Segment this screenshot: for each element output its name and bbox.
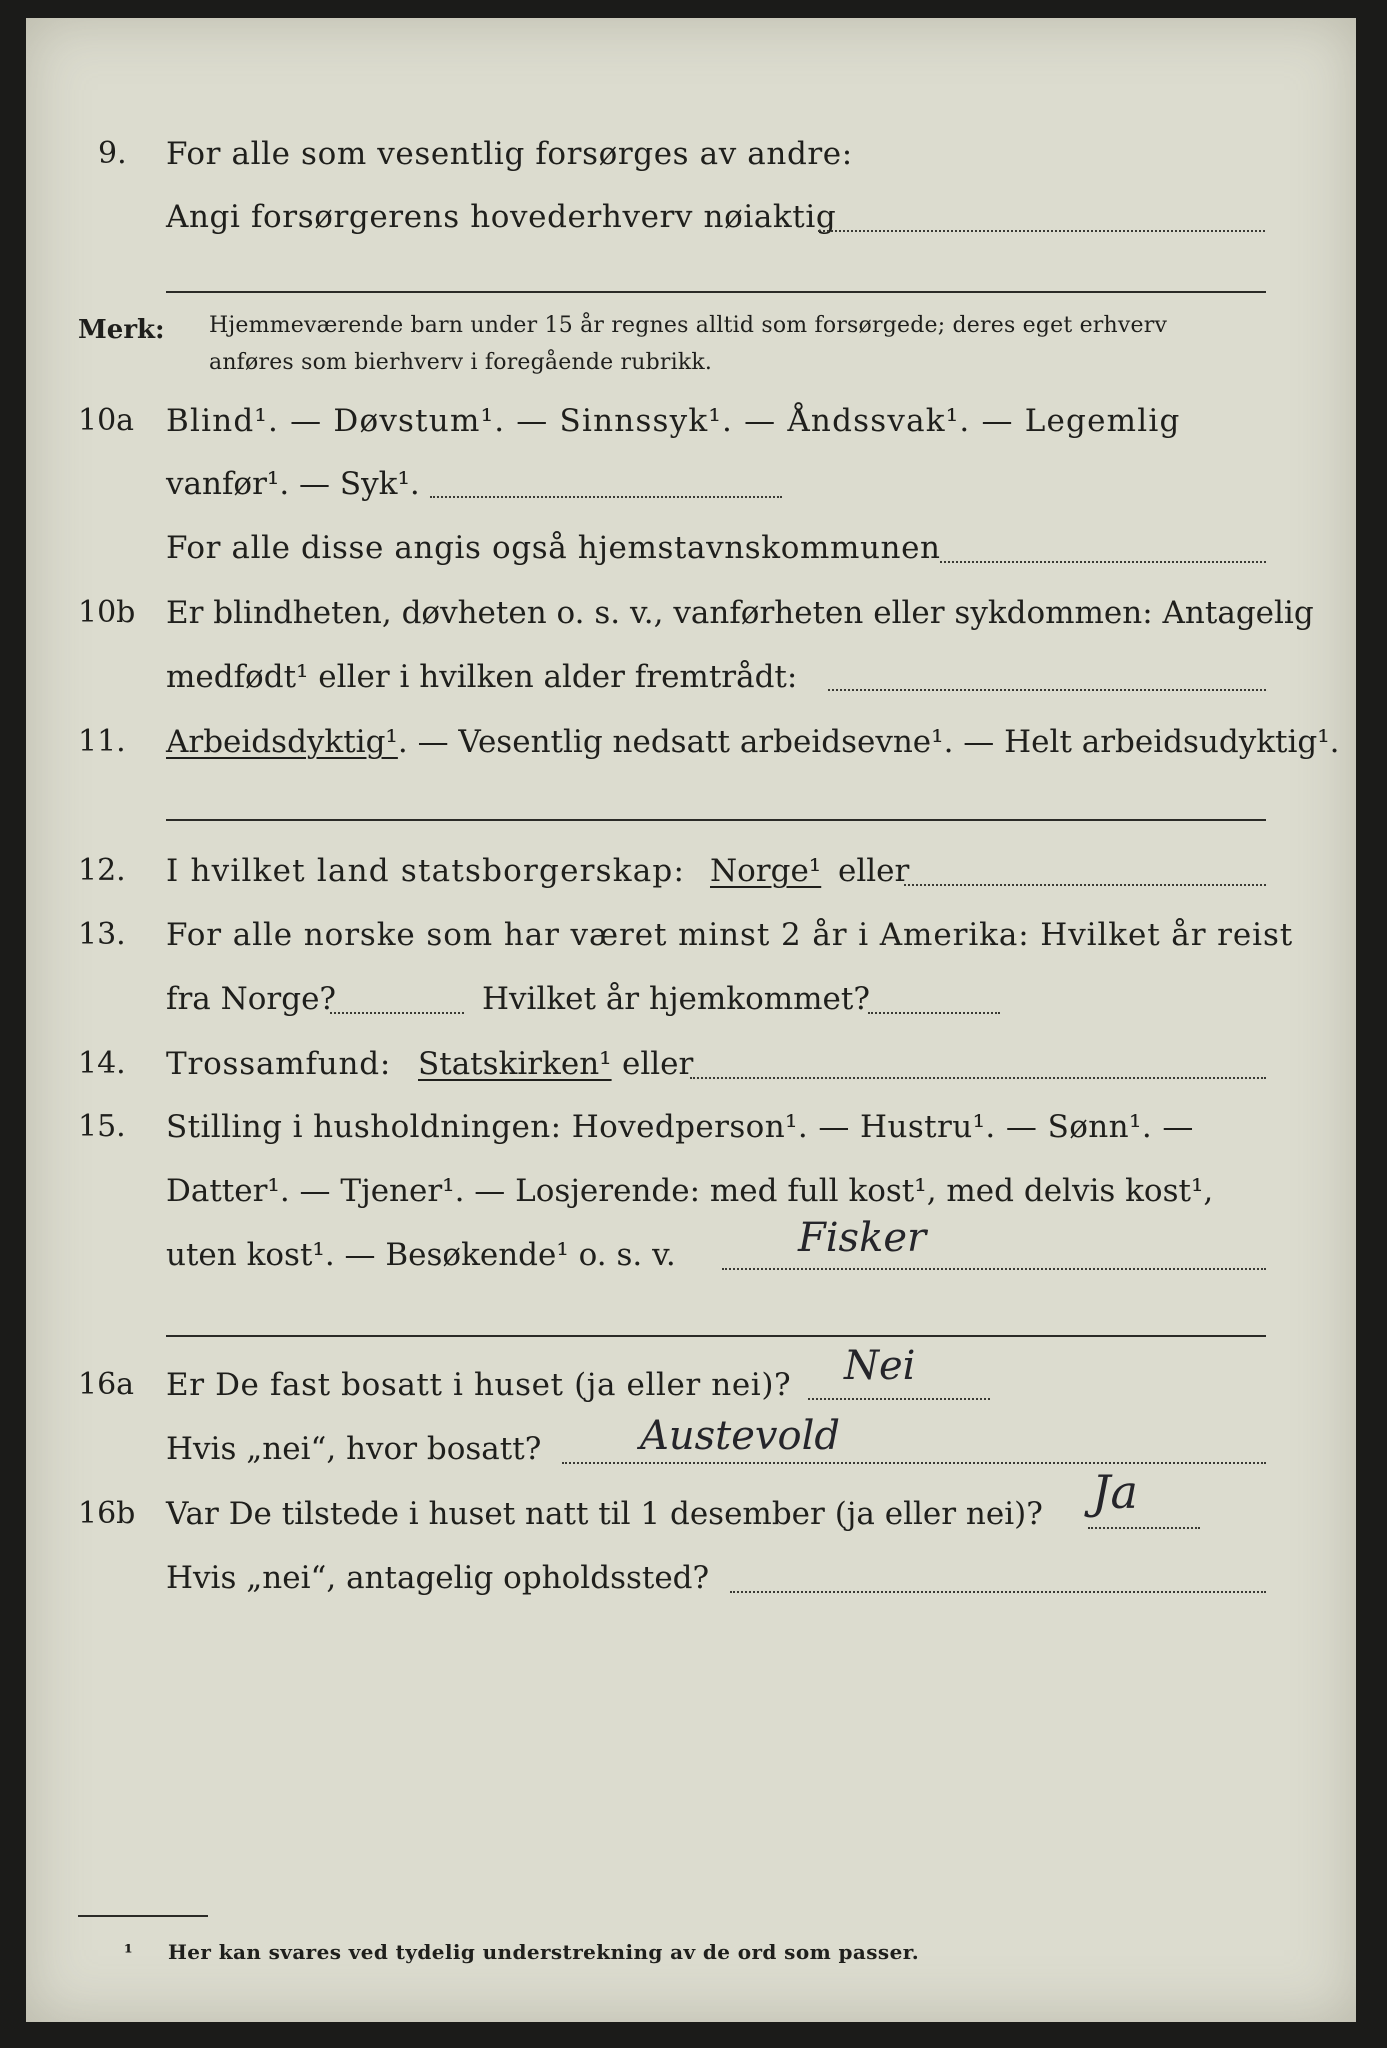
q16a-bosatt-answer-line[interactable] [562, 1462, 1266, 1464]
merk-label: Merk: [78, 315, 165, 345]
q14-number: 14. [78, 1046, 126, 1081]
q13-reist-answer-line[interactable] [330, 1012, 464, 1014]
q14-option-statskirken[interactable]: Statskirken¹ [418, 1046, 612, 1082]
q13-line1: For alle norske som har været minst 2 år i Amerika: Hvilket år reist [166, 917, 1294, 953]
q11-number: 11. [78, 724, 126, 759]
q16b-handwritten-answer1: Ja [1092, 1465, 1138, 1519]
q10a-number: 10a [78, 403, 135, 438]
q10a-line1: Blind¹. — Døvstum¹. — Sinnssyk¹. — Åndssvak¹. — Legemlig [166, 403, 1181, 439]
q16b-number: 16b [78, 1496, 136, 1531]
q16b-line1: Var De tilstede i huset natt til 1 desember (ja eller nei)? [166, 1496, 1043, 1532]
q9-answer-line-2[interactable] [166, 291, 1266, 293]
q9-number: 9. [98, 136, 127, 171]
q12-pre: I hvilket land statsborgerskap: [166, 853, 686, 889]
q12-answer-line[interactable] [904, 884, 1266, 886]
q12-number: 12. [78, 853, 126, 888]
q10b-answer-line[interactable] [828, 689, 1266, 691]
q12-post: eller [838, 853, 910, 889]
q10b-number: 10b [78, 595, 136, 630]
q9-answer-line[interactable] [818, 230, 1265, 232]
q15-answer-line[interactable] [722, 1268, 1266, 1270]
footnote-separator [78, 1915, 208, 1917]
q16b-opholdssted-answer-line[interactable] [730, 1591, 1266, 1593]
q14-answer-line[interactable] [690, 1077, 1266, 1079]
q10a-line2: vanfør¹. — Syk¹. [166, 466, 420, 502]
q16a-line2: Hvis „nei“, hvor bosatt? [166, 1431, 542, 1467]
q10a-hjemstavn-answer-line[interactable] [940, 561, 1266, 563]
q16a-number: 16a [78, 1367, 135, 1402]
q11-text [166, 723, 1340, 761]
q16b-line2: Hvis „nei“, antagelig opholdssted? [166, 1560, 710, 1596]
census-form-page [26, 18, 1356, 2022]
footnote-text: Her kan svares ved tydelig understrekning av de ord som passer. [168, 1940, 920, 1964]
q15-line1: Stilling i husholdningen: Hovedperson¹. — Hustru¹. — Sønn¹. — [166, 1109, 1194, 1145]
q16b-tilstede-answer-line[interactable] [1088, 1527, 1200, 1529]
q10a-syk-answer-line[interactable] [430, 496, 782, 498]
q9-line1: For alle som vesentlig forsørges av andre: [166, 136, 853, 172]
q16a-line1: Er De fast bosatt i huset (ja eller nei)? [166, 1367, 792, 1403]
q16a-handwritten-answer1: Nei [844, 1343, 916, 1389]
q9-line2: Angi forsørgerens hovederhverv nøiaktig [166, 199, 837, 235]
q13-part1: fra Norge? [166, 981, 337, 1017]
q10a-line3: For alle disse angis også hjemstavnskommunen [166, 530, 941, 566]
q15-number: 15. [78, 1109, 126, 1144]
q13-number: 13. [78, 917, 126, 952]
merk-line1: Hjemmeværende barn under 15 år regnes alltid som forsørgede; deres eget erhverv [209, 313, 1168, 338]
q14-post: eller [622, 1046, 694, 1082]
q10b-line2: medfødt¹ eller i hvilken alder fremtrådt: [166, 659, 798, 695]
q11-answer-line[interactable] [166, 819, 1266, 821]
q16a-handwritten-answer2: Austevold [640, 1413, 840, 1459]
q16a-fast-answer-line[interactable] [808, 1398, 990, 1400]
q15-line2: Datter¹. — Tjener¹. — Losjerende: med full kost¹, med delvis kost¹, [166, 1173, 1214, 1209]
q12-option-norge[interactable]: Norge¹ [710, 853, 822, 889]
q14-pre: Trossamfund: [166, 1046, 392, 1082]
q13-part2: Hvilket år hjemkommet? [482, 981, 870, 1017]
q11-option-arbeidsdyktig[interactable]: Arbeidsdyktig¹ [166, 724, 398, 760]
q15-line3: uten kost¹. — Besøkende¹ o. s. v. [166, 1237, 676, 1273]
q13-hjemkommet-answer-line[interactable] [868, 1012, 1000, 1014]
q11-rest: . — Vesentlig nedsatt arbeidsevne¹. — Helt arbeidsudyktig¹. [397, 724, 1340, 760]
q10b-line1: Er blindheten, døvheten o. s. v., vanførheten eller sykdommen: Antagelig [166, 595, 1314, 631]
merk-line2: anføres som bierhverv i foregående rubrikk. [209, 350, 713, 375]
q15-handwritten-answer: Fisker [798, 1215, 927, 1261]
footnote-mark: ¹ [124, 1940, 133, 1964]
q15-answer-line-2[interactable] [166, 1335, 1266, 1337]
